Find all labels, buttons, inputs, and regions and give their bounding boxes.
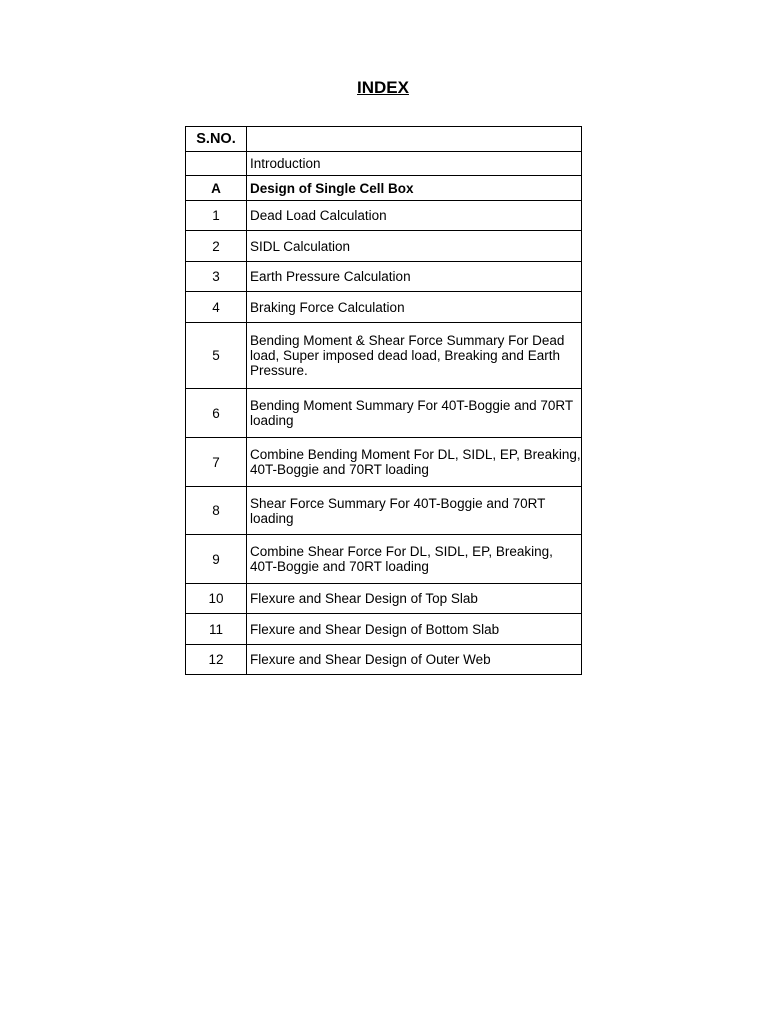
table-row [186,201,582,231]
table-header-row [186,127,582,152]
row-title: Bending Moment Summary For 40T-Boggie and 70RT loading [247,389,582,438]
table-row [186,176,582,201]
table-row [186,645,582,675]
row-title: Bending Moment & Shear Force Summary For Dead load, Super imposed dead load, Breaking and Earth Pressure. [247,323,582,389]
row-sno: 2 [186,231,247,262]
row-sno: A [186,176,247,201]
row-title: Earth Pressure Calculation [247,262,582,292]
table-row [186,389,582,438]
table-row [186,535,582,584]
page-title: INDEX [357,78,409,97]
row-sno: 3 [186,262,247,292]
table-row [186,487,582,535]
table-row [186,292,582,323]
row-title: SIDL Calculation [247,231,582,262]
table-row [186,584,582,614]
index-table [185,126,582,675]
table-row [186,262,582,292]
row-sno [186,152,247,176]
row-sno: 5 [186,323,247,389]
row-sno: 11 [186,614,247,645]
table-row [186,231,582,262]
row-title: Flexure and Shear Design of Top Slab [247,584,582,614]
row-title: Braking Force Calculation [247,292,582,323]
table-row [186,438,582,487]
row-sno: 7 [186,438,247,487]
table-row [186,614,582,645]
row-title: Dead Load Calculation [247,201,582,231]
row-title: Flexure and Shear Design of Bottom Slab [247,614,582,645]
table-row [186,152,582,176]
row-title: Flexure and Shear Design of Outer Web [247,645,582,675]
row-sno: 4 [186,292,247,323]
row-title: Introduction [247,152,582,176]
row-sno: 9 [186,535,247,584]
row-sno: 8 [186,487,247,535]
row-title: Design of Single Cell Box [247,176,582,201]
row-title: Shear Force Summary For 40T-Boggie and 70RT loading [247,487,582,535]
header-sno: S.NO. [186,127,247,152]
row-title: Combine Shear Force For DL, SIDL, EP, Breaking, 40T-Boggie and 70RT loading [247,535,582,584]
row-sno: 10 [186,584,247,614]
row-sno: 1 [186,201,247,231]
row-sno: 6 [186,389,247,438]
header-title [247,127,582,152]
table-row [186,323,582,389]
row-sno: 12 [186,645,247,675]
row-title: Combine Bending Moment For DL, SIDL, EP, Breaking, 40T-Boggie and 70RT loading [247,438,582,487]
